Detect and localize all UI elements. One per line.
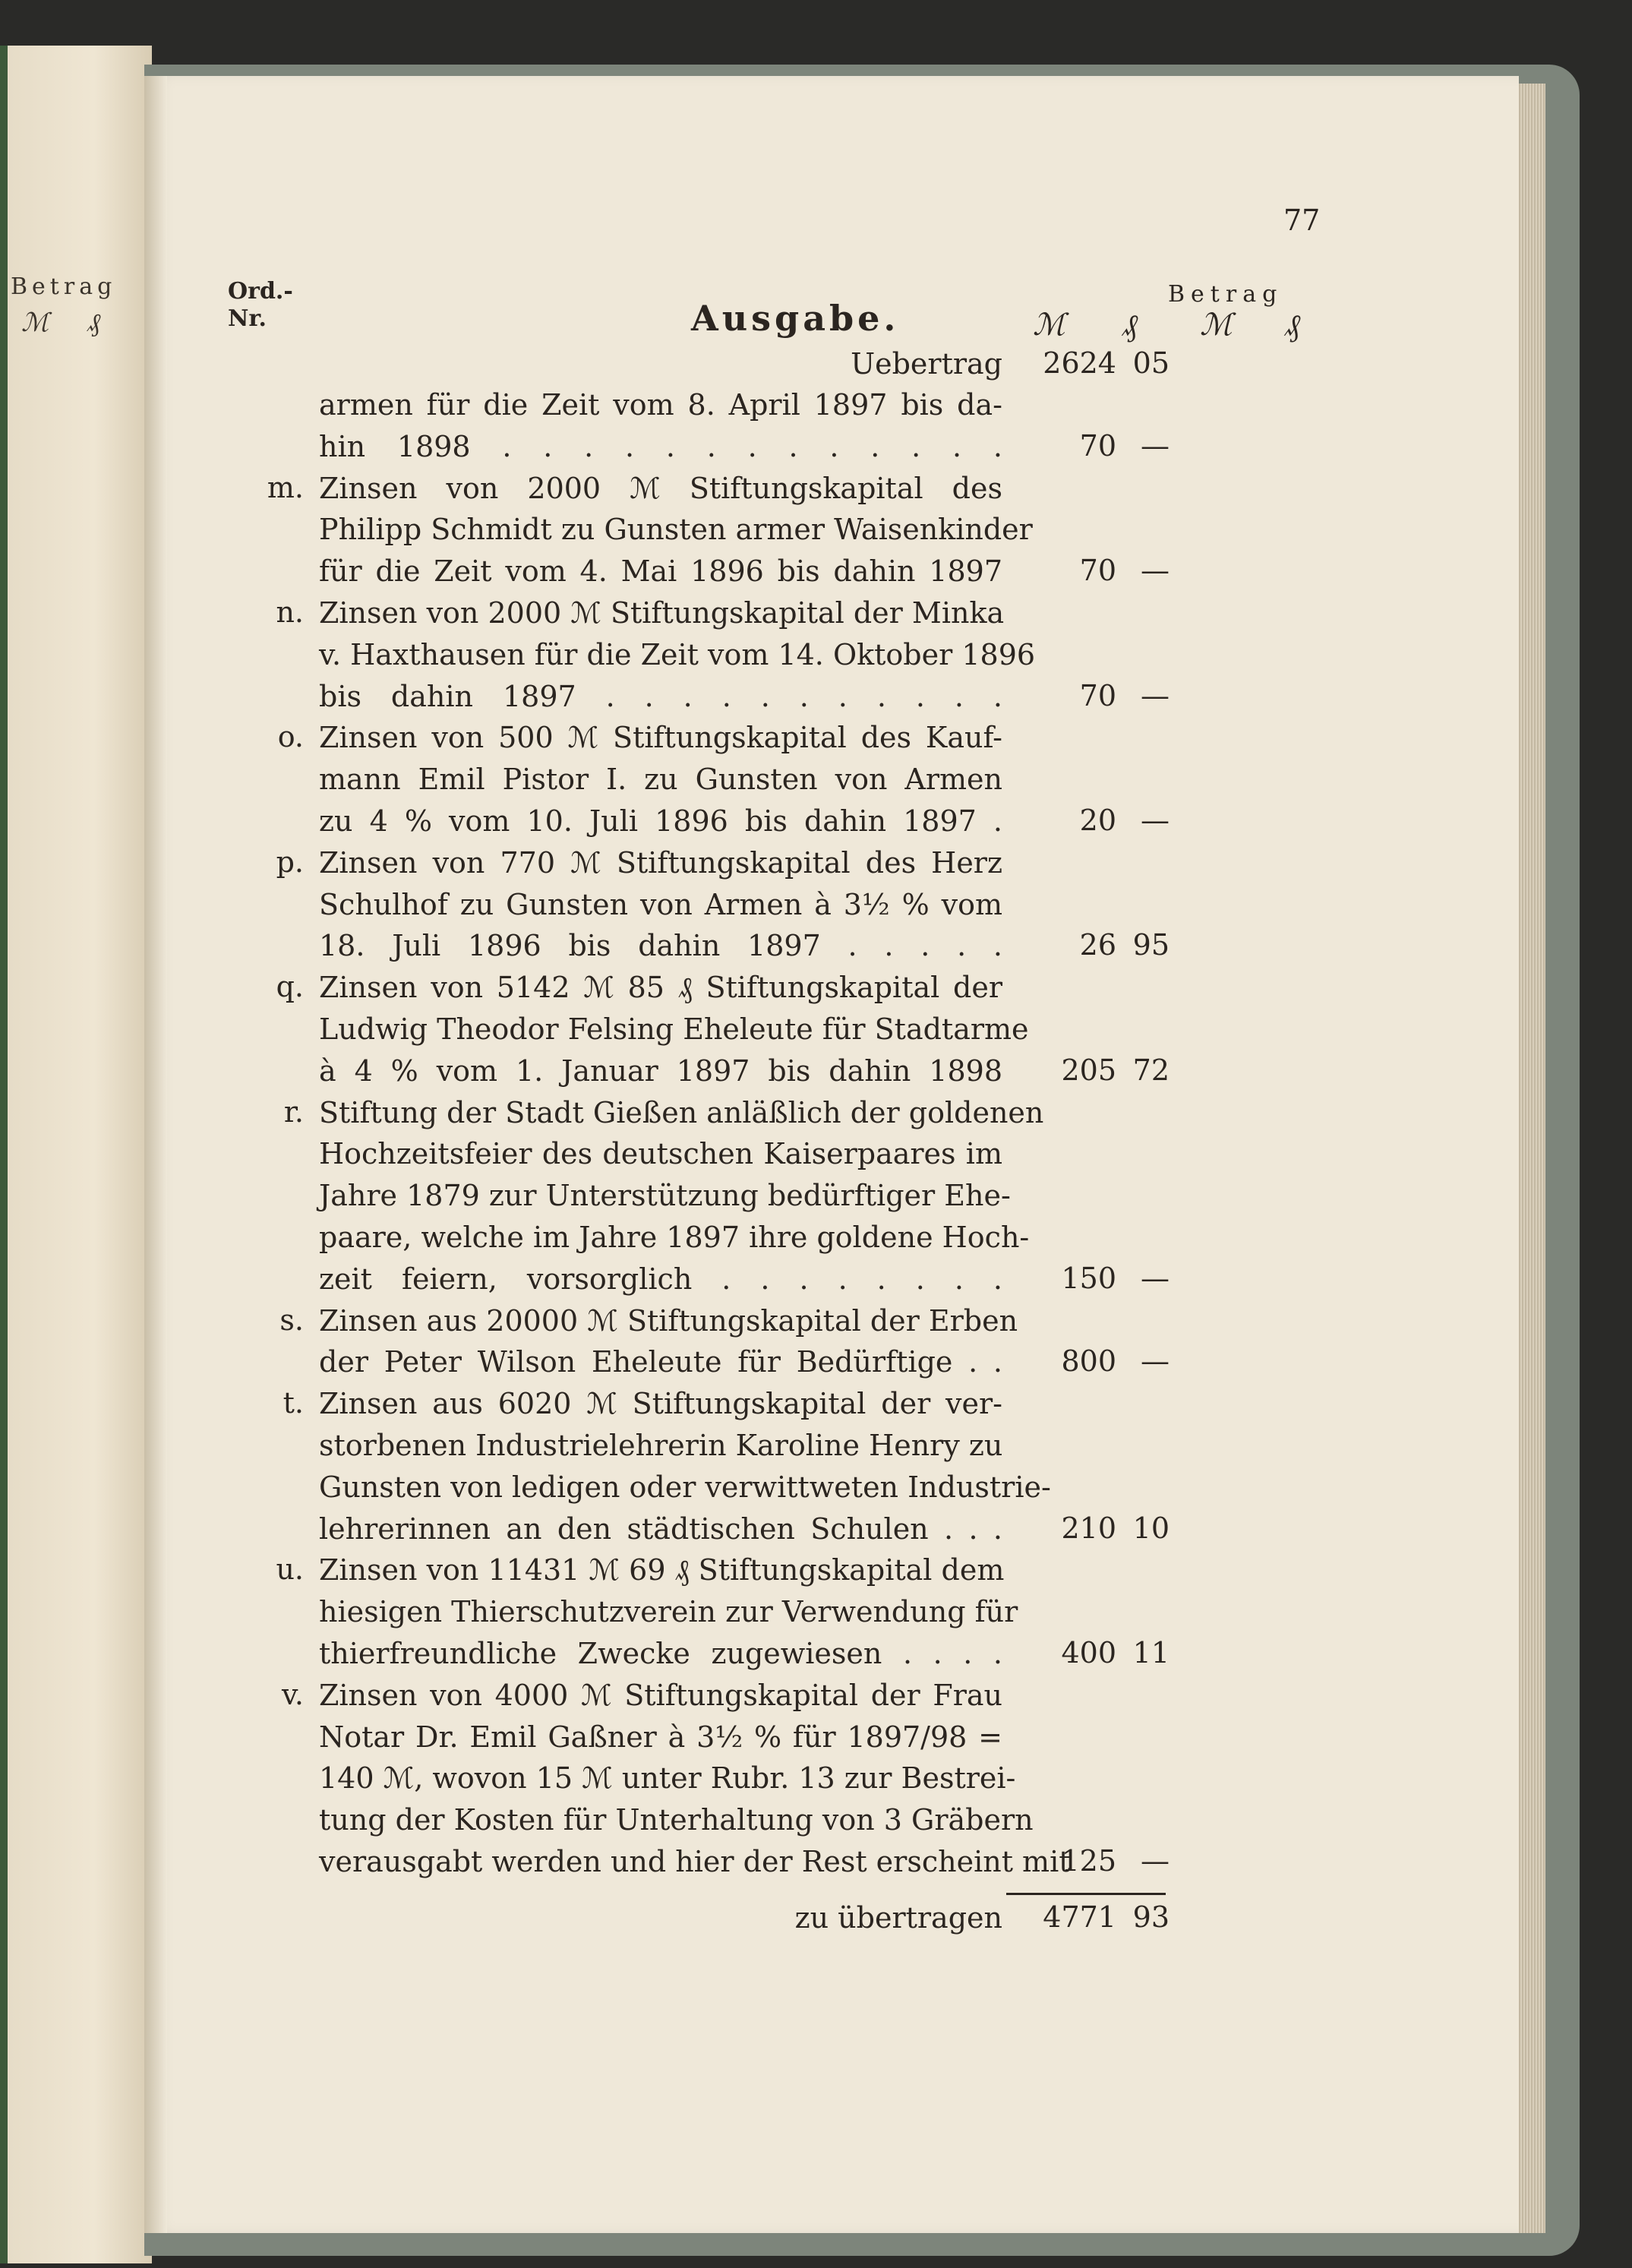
entry-text-line: paare, welche im Jahre 1897 ihre goldene Hoch- <box>319 1221 1030 1254</box>
entry-amount-mark: 70 <box>1079 679 1116 712</box>
entry-letter: t. <box>283 1386 304 1420</box>
ord-header-line1: Ord.- <box>228 278 293 305</box>
sum-rule <box>1006 1893 1166 1895</box>
entry-amount-mark: 70 <box>1079 429 1116 463</box>
entry-amount-pfennig: — <box>1141 679 1170 712</box>
entry-amount-pfennig: 10 <box>1132 1511 1170 1545</box>
entry-text-line: 140 ℳ, wovon 15 ℳ unter Rubr. 13 zur Bestrei- <box>319 1761 1016 1795</box>
carry-in-label: Uebertrag <box>851 347 1002 381</box>
entry-text-line: Zinsen von 11431 ℳ 69 ₰ Stiftungskapital dem <box>319 1553 1005 1587</box>
ord-header-line2: Nr. <box>228 305 267 332</box>
betrag-column-header: Betrag <box>1168 281 1283 308</box>
entry-amount-mark: 210 <box>1061 1511 1116 1545</box>
entry-text-line: Zinsen aus 6020 ℳ Stiftungskapital der ver- <box>319 1387 1002 1420</box>
entry-letter: r. <box>283 1095 304 1129</box>
entry-amount-pfennig: — <box>1141 554 1170 587</box>
entry-text-line: Stiftung der Stadt Gießen anläßlich der goldenen <box>319 1096 1044 1129</box>
carry-in-mark: 2624 <box>1043 346 1116 380</box>
left-page <box>0 46 152 2263</box>
entry-text-line: Zinsen von 5142 ℳ 85 ₰ Stiftungskapital der <box>319 971 1002 1004</box>
carry-out-mark: 4771 <box>1043 1900 1116 1934</box>
entry-amount-mark: 70 <box>1079 554 1116 587</box>
mark-column-header: ℳ <box>1033 308 1065 343</box>
ord-nr-column-header <box>228 278 293 333</box>
entry-amount-pfennig: — <box>1141 1262 1170 1295</box>
left-units-label: ℳ ₰ <box>21 308 101 338</box>
entry-amount-mark: 150 <box>1061 1262 1116 1295</box>
entry-text-line: Philipp Schmidt zu Gunsten armer Waisenkinder <box>319 513 1033 546</box>
page-number: 77 <box>1283 204 1321 237</box>
entry-text-line: storbenen Industrielehrerin Karoline Henry zu <box>319 1429 1003 1462</box>
entry-text-line: v. Haxthausen für die Zeit vom 14. Oktober 1896 <box>319 638 1036 671</box>
entry-text-line: bis dahin 1897 . . . . . . . . . . . <box>319 680 1002 713</box>
entry-text-line: Zinsen aus 20000 ℳ Stiftungskapital der Erben <box>319 1304 1018 1338</box>
entry-text-line: Gunsten von ledigen oder verwittweten Industrie- <box>319 1470 1051 1504</box>
entry-letter: p. <box>276 845 304 879</box>
section-title: Ausgabe. <box>691 298 900 339</box>
entry-text-line: Jahre 1879 zur Unterstützung bedürftiger Ehe- <box>319 1179 1011 1212</box>
entry-amount-pfennig: — <box>1141 1344 1170 1378</box>
entry-text-line: Zinsen von 770 ℳ Stiftungskapital des Herz <box>319 846 1002 880</box>
entry-text-line: Zinsen von 2000 ℳ Stiftungskapital des <box>319 472 1002 505</box>
entry-letter: v. <box>281 1678 304 1711</box>
entry-text-line: 18. Juli 1896 bis dahin 1897 . . . . . <box>319 929 1002 962</box>
entry-amount-mark: 205 <box>1061 1053 1116 1087</box>
entry-letter: n. <box>276 595 304 629</box>
betrag-mark-column-header: ℳ <box>1200 308 1233 343</box>
entry-amount-pfennig: 11 <box>1132 1636 1170 1669</box>
carry-in-pfennig: 05 <box>1132 346 1170 380</box>
entry-amount-mark: 400 <box>1061 1636 1116 1669</box>
entry-text-line: Zinsen von 4000 ℳ Stiftungskapital der Frau <box>319 1679 1002 1712</box>
entry-text-line: zu 4 % vom 10. Juli 1896 bis dahin 1897 . <box>319 804 1002 838</box>
entry-text-line: mann Emil Pistor I. zu Gunsten von Armen <box>319 763 1002 796</box>
entry-letter: m. <box>267 471 304 504</box>
entry-amount-mark: 20 <box>1079 804 1116 837</box>
entry-letter: o. <box>277 720 304 753</box>
entry-text-line: hin 1898 . . . . . . . . . . . . . <box>319 430 1002 463</box>
pfennig-column-header: ₰ <box>1122 308 1138 343</box>
betrag-pfennig-column-header: ₰ <box>1285 308 1300 343</box>
entry-text-line: armen für die Zeit vom 8. April 1897 bis da- <box>319 388 1002 422</box>
entry-letter: q. <box>276 970 304 1003</box>
entry-amount-pfennig: — <box>1141 804 1170 837</box>
entry-amount-pfennig: 95 <box>1132 928 1170 962</box>
entry-letter: s. <box>279 1303 304 1337</box>
entry-text-line: Schulhof zu Gunsten von Armen à 3½ % vom <box>319 888 1002 921</box>
entry-text-line: thierfreundliche Zwecke zugewiesen . . . . <box>319 1637 1002 1670</box>
entry-amount-mark: 800 <box>1061 1344 1116 1378</box>
entry-text-line: Zinsen von 500 ℳ Stiftungskapital des Kauf- <box>319 721 1002 754</box>
entry-text-line: verausgabt werden und hier der Rest erscheint mit <box>319 1845 1071 1878</box>
entry-text-line: Hochzeitsfeier des deutschen Kaiserpaares im <box>319 1137 1002 1170</box>
left-betrag-label: Betrag <box>11 273 117 300</box>
entry-text-line: Notar Dr. Emil Gaßner à 3½ % für 1897/98 = <box>319 1720 1002 1754</box>
entry-letter: u. <box>276 1553 304 1586</box>
entry-text-line: lehrerinnen an den städtischen Schulen . . . <box>319 1512 1002 1546</box>
entry-text-line: Ludwig Theodor Felsing Eheleute für Stadtarme <box>319 1012 1029 1046</box>
entry-text-line: hiesigen Thierschutzverein zur Verwendung für <box>319 1595 1018 1628</box>
entry-amount-pfennig: — <box>1141 429 1170 463</box>
carry-out-pfennig: 93 <box>1132 1900 1170 1934</box>
entry-amount-mark: 26 <box>1079 928 1116 962</box>
page-gutter <box>144 76 167 2233</box>
entry-text-line: für die Zeit vom 4. Mai 1896 bis dahin 1897 <box>319 554 1002 588</box>
entry-text-line: der Peter Wilson Eheleute für Bedürftige . . <box>319 1345 1002 1379</box>
entry-text-line: à 4 % vom 1. Januar 1897 bis dahin 1898 <box>319 1054 1002 1088</box>
entry-text-line: Zinsen von 2000 ℳ Stiftungskapital der Minka <box>319 596 1005 630</box>
entry-text-line: zeit feiern, vorsorglich . . . . . . . . <box>319 1262 1002 1296</box>
entry-text-line: tung der Kosten für Unterhaltung von 3 Gräbern <box>319 1803 1034 1837</box>
entry-amount-pfennig: — <box>1141 1844 1170 1878</box>
carry-out-label: zu übertragen <box>794 1901 1002 1935</box>
entry-amount-mark: 125 <box>1061 1844 1116 1878</box>
entry-amount-pfennig: 72 <box>1132 1053 1170 1087</box>
